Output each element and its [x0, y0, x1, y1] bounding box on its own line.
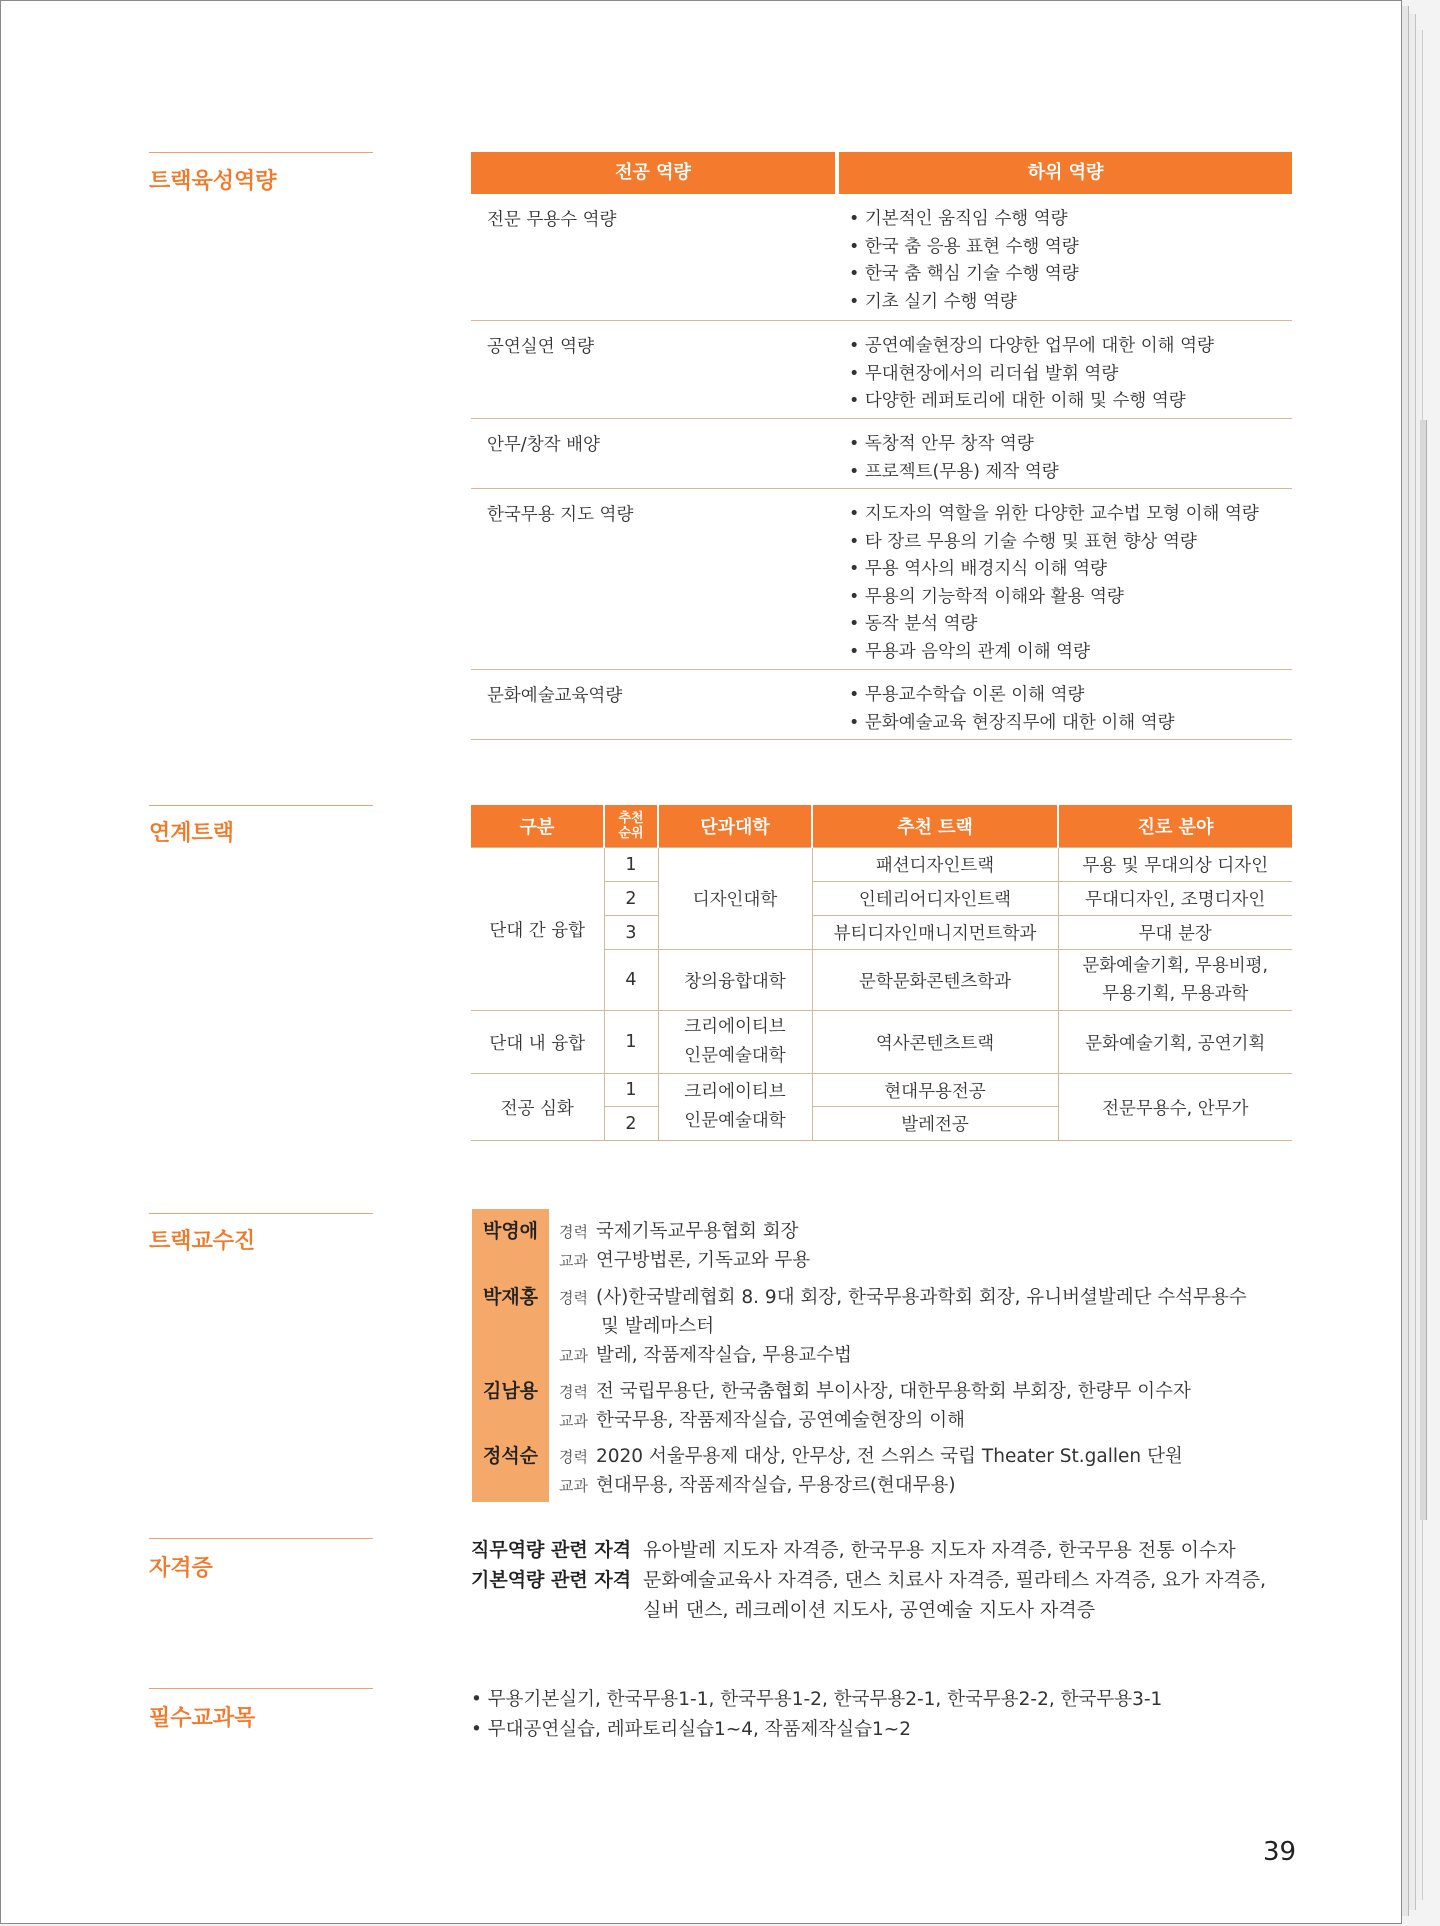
college-cell: 디자인대학	[658, 848, 812, 950]
faculty-career-cont: 및 발레마스터	[601, 1316, 715, 1337]
page-number: 39	[1263, 1837, 1297, 1867]
category-cell: 단대 내 융합	[471, 1011, 604, 1074]
competency-row	[471, 489, 1292, 670]
college-line: 크리에이티브	[684, 1082, 786, 1102]
job-cert-label	[471, 1535, 631, 1562]
basic-cert-value: 문화예술교육사 자격증, 댄스 치료사 자격증, 필라테스 자격증, 요가 자격증,	[643, 1569, 1267, 1591]
rank-cell: 1	[604, 848, 658, 882]
rank-cell: 3	[604, 916, 658, 950]
sub-competency-list	[849, 333, 1214, 416]
category-cell: 단대 간 융합	[471, 848, 604, 1011]
job-cert-label-text: 직무역량 관련 자격	[471, 1539, 632, 1561]
required-course-line: • 무대공연실습, 레파토리실습1~4, 작품제작실습1~2	[471, 1719, 912, 1740]
section-title-faculty: 트랙교수진	[149, 1229, 256, 1254]
track-cell: 뷰티디자인매니지먼트학과	[812, 916, 1058, 950]
linked-track-table	[471, 805, 1292, 1141]
career-cell: 무대디자인, 조명디자인	[1058, 882, 1292, 916]
course-text: 현대무용, 작품제작실습, 무용장르(현대무용)	[595, 1475, 956, 1496]
career-tag: 경력	[559, 1383, 588, 1401]
sub-competency-item: • 공연예술현장의 다양한 업무에 대한 이해 역량	[849, 336, 1214, 356]
faculty-career	[559, 1217, 798, 1243]
section-rule	[149, 1688, 373, 1689]
sub-competency-item: • 타 장르 무용의 기술 수행 및 표현 향상 역량	[849, 531, 1197, 552]
sub-competency-list	[849, 682, 1175, 737]
major-competency: 한국무용 지도 역량	[487, 505, 634, 525]
header-track: 추천 트랙	[812, 805, 1058, 848]
rank-cell: 2	[604, 882, 658, 916]
course-tag: 교과	[559, 1252, 588, 1270]
sub-competency-item: • 기본적인 움직임 수행 역량	[849, 209, 1068, 229]
course-tag: 교과	[559, 1347, 588, 1365]
faculty-career	[559, 1377, 1191, 1403]
career-tag: 경력	[559, 1223, 588, 1241]
career-tag: 경력	[559, 1289, 588, 1307]
basic-cert-value-cont: 실버 댄스, 레크레이션 지도사, 공연예술 지도사 자격증	[643, 1599, 1096, 1621]
career-cell: 무대 분장	[1058, 916, 1292, 950]
college-line: 크리에이티브	[684, 1017, 786, 1037]
page-stack-edge	[1402, 6, 1409, 1916]
faculty-courses	[559, 1471, 956, 1497]
sub-competency-item: • 문화예술교육 현장직무에 대한 이해 역량	[849, 712, 1175, 733]
faculty-career	[559, 1283, 1247, 1309]
sub-competency-item: • 무용의 기능학적 이해와 활용 역량	[849, 586, 1124, 607]
career-cell: 전문무용수, 안무가	[1058, 1074, 1292, 1141]
basic-cert-label-text: 기본역량 관련 자격	[471, 1569, 632, 1591]
college-cell	[658, 1074, 812, 1141]
career-cell: 무용 및 무대의상 디자인	[1058, 848, 1292, 882]
section-rule	[149, 1213, 373, 1214]
sub-competency-item: • 동작 분석 역량	[849, 614, 978, 635]
sub-competency-item: • 무대현장에서의 리더쉽 발휘 역량	[849, 363, 1119, 384]
faculty-name: 박재홍	[482, 1286, 539, 1308]
competency-row	[471, 419, 1292, 489]
career-text: 국제기독교무용협회 회장	[595, 1221, 799, 1242]
career-text: 전 국립무용단, 한국춤협회 부이사장, 대한무용학회 부회장, 한량무 이수자	[595, 1381, 1191, 1402]
sub-competency-item: • 독창적 안무 창작 역량	[849, 434, 1034, 454]
job-cert-value: 유아발레 지도자 자격증, 한국무용 지도자 자격증, 한국무용 전통 이수자	[643, 1539, 1236, 1561]
section-title-required-courses: 필수교과목	[149, 1706, 256, 1731]
required-course-line: • 무용기본실기, 한국무용1-1, 한국무용1-2, 한국무용2-1, 한국무용2-2, 한국무용3-1	[471, 1689, 1163, 1710]
sub-competency-item: • 무용교수학습 이론 이해 역량	[849, 685, 1085, 705]
competency-header-major: 전공 역량	[471, 152, 835, 194]
career-line: 무용기획, 무용과학	[1102, 984, 1249, 1004]
section-rule	[149, 805, 373, 806]
college-line: 인문예술대학	[684, 1111, 786, 1131]
sub-competency-list	[849, 206, 1079, 316]
basic-cert-label	[471, 1565, 631, 1592]
section-title-competency: 트랙육성역량	[149, 169, 277, 194]
track-cell: 역사콘텐츠트랙	[812, 1011, 1058, 1074]
faculty-name: 김남용	[482, 1380, 539, 1402]
career-text: 2020 서울무용제 대상, 안무상, 전 스위스 국립 Theater St.gallen 단원	[595, 1446, 1183, 1467]
faculty-name: 정석순	[482, 1445, 539, 1467]
page-stack-edge	[1420, 420, 1427, 1520]
category-cell: 전공 심화	[471, 1074, 604, 1141]
faculty-name: 박영애	[482, 1220, 539, 1242]
sub-competency-list	[849, 431, 1059, 486]
header-rank-line1: 추천	[618, 811, 644, 826]
track-cell: 현대무용전공	[812, 1074, 1058, 1107]
rank-cell: 1	[604, 1074, 658, 1107]
faculty-courses	[559, 1246, 810, 1272]
header-college: 단과대학	[658, 805, 812, 848]
sub-competency-item: • 한국 춤 핵심 기술 수행 역량	[849, 264, 1079, 285]
faculty-name-column	[472, 1209, 549, 1502]
sub-competency-item: • 지도자의 역할을 위한 다양한 교수법 모형 이해 역량	[849, 504, 1259, 524]
section-title-linked-track: 연계트랙	[149, 821, 235, 846]
course-text: 발레, 작품제작실습, 무용교수법	[595, 1345, 852, 1366]
page-stack-edge	[1409, 14, 1416, 1910]
major-competency: 전문 무용수 역량	[487, 210, 617, 230]
faculty-career	[559, 1442, 1183, 1468]
header-rank-line2: 순위	[618, 826, 644, 841]
track-cell: 패션디자인트랙	[812, 848, 1058, 882]
track-cell: 문학문화콘텐츠학과	[812, 950, 1058, 1011]
sub-competency-item: • 무용 역사의 배경지식 이해 역량	[849, 559, 1107, 580]
faculty-courses	[559, 1406, 965, 1432]
sub-competency-item: • 다양한 레퍼토리에 대한 이해 및 수행 역량	[849, 391, 1186, 412]
sub-competency-list	[849, 501, 1259, 667]
competency-row	[471, 194, 1292, 321]
header-rank	[604, 805, 658, 848]
college-cell: 창의융합대학	[658, 950, 812, 1011]
track-cell: 인테리어디자인트랙	[812, 882, 1058, 916]
competency-row	[471, 321, 1292, 419]
sub-competency-item: • 한국 춤 응용 표현 수행 역량	[849, 236, 1079, 257]
major-competency: 공연실연 역량	[487, 337, 594, 357]
career-cell: 문화예술기획, 공연기획	[1058, 1011, 1292, 1074]
career-cell	[1058, 950, 1292, 1011]
section-rule	[149, 152, 373, 153]
college-cell	[658, 1011, 812, 1074]
competency-header-sub: 하위 역량	[839, 152, 1292, 194]
rank-cell: 4	[604, 950, 658, 1011]
sub-competency-item: • 무용과 음악의 관계 이해 역량	[849, 641, 1090, 662]
section-title-certificates: 자격증	[149, 1556, 213, 1581]
career-text: (사)한국발레협회 8. 9대 회장, 한국무용과학회 회장, 유니버셜발레단 수석무용수	[595, 1287, 1247, 1308]
faculty-courses	[559, 1341, 852, 1367]
career-tag: 경력	[559, 1448, 588, 1466]
competency-row	[471, 670, 1292, 740]
course-tag: 교과	[559, 1412, 588, 1430]
track-cell: 발레전공	[812, 1107, 1058, 1141]
section-rule	[149, 1538, 373, 1539]
header-career: 진로 분야	[1058, 805, 1292, 848]
course-tag: 교과	[559, 1477, 588, 1495]
sub-competency-item: • 기초 실기 수행 역량	[849, 291, 1017, 312]
sub-competency-item: • 프로젝트(무용) 제작 역량	[849, 461, 1059, 482]
rank-cell: 2	[604, 1107, 658, 1141]
course-text: 연구방법론, 기독교와 무용	[595, 1250, 811, 1271]
college-line: 인문예술대학	[684, 1046, 786, 1066]
header-category: 구분	[471, 805, 604, 848]
course-text: 한국무용, 작품제작실습, 공연예술현장의 이해	[595, 1410, 965, 1431]
rank-cell: 1	[604, 1011, 658, 1074]
major-competency: 문화예술교육역량	[487, 686, 623, 706]
major-competency: 안무/창작 배양	[487, 435, 600, 455]
career-line: 문화예술기획, 무용비평,	[1082, 956, 1269, 976]
